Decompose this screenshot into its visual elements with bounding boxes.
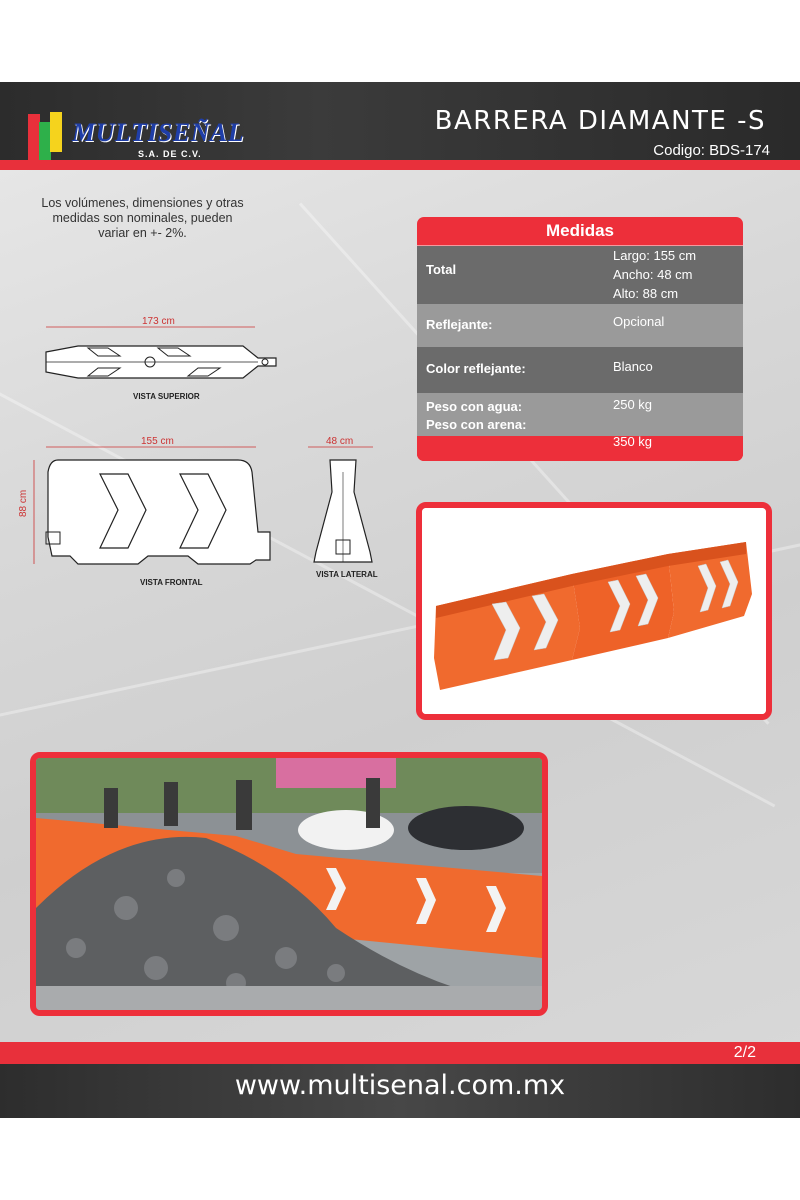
spec-value: Largo: 155 cm Ancho: 48 cm Alto: 88 cm xyxy=(613,248,697,301)
spec-row-reflective xyxy=(417,304,743,347)
spec-label: Reflejante: xyxy=(426,317,493,332)
specs-table xyxy=(417,217,743,461)
technical-drawings xyxy=(18,312,388,642)
spec-label: Color reflejante: xyxy=(426,361,526,376)
header xyxy=(0,82,800,170)
front-view-drawing xyxy=(18,436,270,587)
spec-label: Peso con agua: xyxy=(426,399,523,414)
page xyxy=(0,82,800,1118)
installation-photo xyxy=(30,752,548,1016)
top-view-dimension: 173 cm xyxy=(142,316,175,327)
side-view-drawing xyxy=(308,436,378,579)
side-view-label: VISTA LATERAL xyxy=(316,570,378,579)
specs-heading: Medidas xyxy=(417,217,743,246)
footer-band xyxy=(0,1042,800,1064)
spec-value: 250 kg xyxy=(613,397,653,412)
front-view-height-dimension: 88 cm xyxy=(18,489,29,517)
spec-value: Blanco xyxy=(613,359,653,374)
front-view-label: VISTA FRONTAL xyxy=(140,578,203,587)
barrier-illustration xyxy=(422,508,766,714)
spec-row-reflective-color xyxy=(417,347,743,393)
top-view-label: VISTA SUPERIOR xyxy=(133,392,200,401)
spec-row-weight xyxy=(417,393,743,436)
front-view-width-dimension: 155 cm xyxy=(141,436,174,447)
top-view-drawing xyxy=(46,316,276,401)
spec-label: Total xyxy=(426,262,457,277)
logo-text: MULTISEÑAL xyxy=(72,118,245,147)
product-code: Codigo: BDS-174 xyxy=(653,142,770,159)
spec-row-total xyxy=(417,246,743,304)
side-view-dimension: 48 cm xyxy=(326,436,354,447)
footer xyxy=(0,1064,800,1118)
spec-value-secondary: 350 kg xyxy=(613,434,653,449)
logo-subtext: S.A. DE C.V. xyxy=(138,149,202,159)
street-scene-illustration xyxy=(36,758,542,1010)
website-url[interactable]: www.multisenal.com.mx xyxy=(234,1070,566,1101)
product-title: BARRERA DIAMANTE -S xyxy=(434,106,766,136)
company-logo xyxy=(28,112,258,164)
page-number: 2/2 xyxy=(733,1044,756,1061)
spec-label-secondary: Peso con arena: xyxy=(426,417,527,432)
tolerance-note: Los volúmenes, dimensiones y otras medidas son nominales, pueden variar en +- 2%. xyxy=(41,196,244,240)
product-photo xyxy=(416,502,772,720)
spec-value: Opcional xyxy=(613,314,665,329)
spec-row-weight-sand xyxy=(417,436,743,461)
